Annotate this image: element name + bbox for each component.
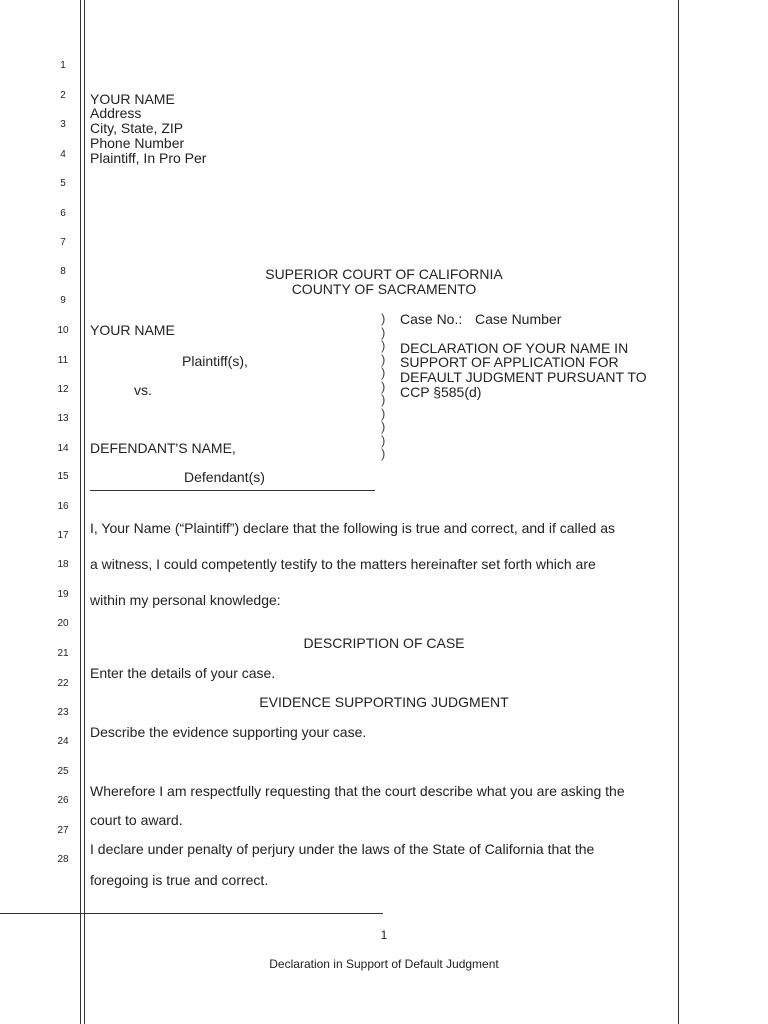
line-number: 2 (60, 90, 66, 101)
line-number: 26 (57, 795, 69, 806)
line-number: 19 (57, 589, 69, 600)
footer-title: Declaration in Support of Default Judgment (269, 957, 499, 971)
line-number: 8 (60, 266, 66, 277)
left-margin-rule-outer (80, 0, 81, 1024)
line-number: 22 (57, 678, 69, 689)
line-number: 23 (57, 707, 69, 718)
line-number: 13 (57, 413, 69, 424)
caption-defendant-label: Defendant(s) (184, 469, 265, 485)
line-number: 4 (60, 149, 66, 160)
line-number: 5 (60, 178, 66, 189)
party-phone: Phone Number (90, 135, 185, 151)
document-title-line: SUPPORT OF APPLICATION FOR (400, 354, 619, 370)
declaration-line: foregoing is true and correct. (90, 872, 269, 888)
description-text: Enter the details of your case. (90, 665, 276, 681)
line-number: 24 (57, 736, 69, 747)
line-number: 12 (57, 384, 69, 395)
document-title-line: CCP §585(d) (400, 384, 482, 400)
caption-plaintiff-name: YOUR NAME (90, 322, 175, 338)
caption-vs: vs. (134, 382, 152, 398)
case-no-value: Case Number (475, 311, 562, 327)
court-name: SUPERIOR COURT OF CALIFORNIA (265, 266, 503, 282)
evidence-text: Describe the evidence supporting your case. (90, 724, 367, 740)
caption-parenthesis-column: ) ) ) ) ) ) ) ) ) ) ) (381, 311, 386, 461)
declaration-line: I declare under penalty of perjury under the laws of the State of California that the (90, 841, 595, 857)
intro-line: I, Your Name (“Plaintiff”) declare that the following is true and correct, and if called as (90, 520, 616, 536)
left-margin-rule-inner (84, 0, 85, 1024)
party-name: YOUR NAME (90, 91, 175, 107)
court-county: COUNTY OF SACRAMENTO (291, 281, 477, 297)
line-number: 14 (57, 443, 69, 454)
intro-line: a witness, I could competently testify to the matters hereinafter set forth which are (90, 556, 596, 572)
heading-evidence-supporting-judgment: EVIDENCE SUPPORTING JUDGMENT (259, 694, 509, 710)
line-number: 25 (57, 766, 69, 777)
party-role: Plaintiff, In Pro Per (90, 150, 207, 166)
line-number: 10 (57, 325, 69, 336)
wherefore-line: Wherefore I am respectfully requesting that the court describe what you are asking the (90, 783, 625, 799)
document-title-line: DECLARATION OF YOUR NAME IN (400, 340, 629, 356)
party-address: Address (90, 105, 142, 121)
right-margin-rule (678, 0, 679, 1024)
line-number: 20 (57, 618, 69, 629)
heading-description-of-case: DESCRIPTION OF CASE (303, 635, 465, 651)
line-number: 18 (57, 559, 69, 570)
line-number: 28 (57, 854, 69, 865)
caption-defendant-name: DEFENDANT'S NAME, (90, 440, 236, 456)
line-number: 9 (60, 295, 66, 306)
line-number: 1 (60, 60, 66, 71)
line-number: 7 (60, 237, 66, 248)
line-number: 17 (57, 530, 69, 541)
case-no-label: Case No.: (400, 311, 463, 327)
line-number: 15 (57, 471, 69, 482)
party-city: City, State, ZIP (90, 120, 184, 136)
document-title-line: DEFAULT JUDGMENT PURSUANT TO (400, 369, 647, 385)
line-number: 21 (57, 648, 69, 659)
line-number: 6 (60, 208, 66, 219)
intro-line: within my personal knowledge: (90, 592, 281, 608)
caption-plaintiff-label: Plaintiff(s), (182, 353, 248, 369)
wherefore-line: court to award. (90, 812, 183, 828)
footer-rule (0, 913, 383, 914)
caption-underline (90, 490, 375, 491)
line-number: 11 (57, 355, 69, 366)
page-number: 1 (380, 928, 388, 942)
line-number: 27 (57, 825, 69, 836)
line-number: 3 (60, 119, 66, 130)
line-number: 16 (57, 501, 69, 512)
